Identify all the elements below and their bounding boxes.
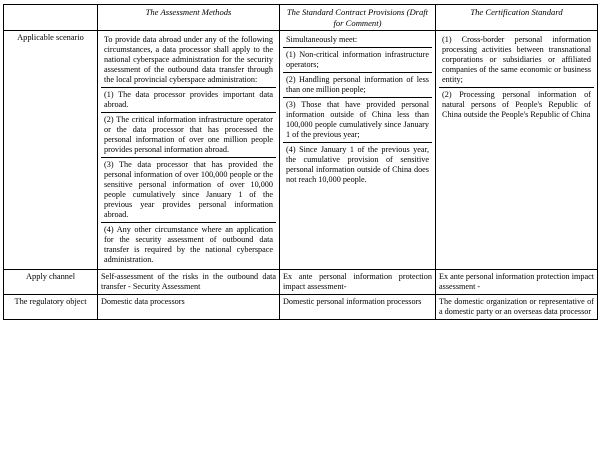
- row-label-apply-channel: Apply channel: [4, 270, 98, 295]
- row-label-applicable-scenario: Applicable scenario: [4, 31, 98, 270]
- cell-certification-applicable-scenario: [436, 31, 598, 270]
- cell-assessment-regulatory-object: Domestic data processors: [98, 295, 280, 320]
- contract-item-1: (1) Non-critical information infrastructure operators;: [283, 47, 432, 72]
- assessment-intro: To provide data abroad under any of the following circumstances, a data processor shall apply to the national cyberspace administration for the security assessment of the outbound data transfer through the local provincial cyberspace administration:: [104, 35, 273, 85]
- header-assessment-methods: The Assessment Methods: [98, 5, 280, 31]
- contract-item-2: (2) Handling personal information of less than one million people;: [283, 72, 432, 97]
- contract-item-4: (4) Since January 1 of the previous year, the cumulative provision of sensitive personal information outside of China does not reach 10,000 people.: [283, 142, 432, 187]
- certification-item-1: (1) Cross-border personal information processing activities between transnational corporations or subsidiaries or affiliated companies of the same economic or business entity;: [442, 35, 591, 85]
- cell-certification-apply-channel: Ex ante personal information protection impact assessment -: [436, 270, 598, 295]
- cell-standard-contract-regulatory-object: Domestic personal information processors: [280, 295, 436, 320]
- assessment-item-4: (4) Any other circumstance where an application for the security assessment of outbound data transfer is required by the national cyberspace administration.: [101, 222, 276, 267]
- certification-item-2: (2) Processing personal information of natural persons of People's Republic of China outside the People's Republic of China: [439, 87, 594, 122]
- assessment-item-2: (2) The critical information infrastructure operator or the data processor that has processed the personal information of over one million people provides personal information abroad.: [101, 112, 276, 157]
- header-standard-contract-provisions: The Standard Contract Provisions (Draft for Comment): [280, 5, 436, 31]
- header-corner-cell: [4, 5, 98, 31]
- contract-intro: Simultaneously meet:: [286, 35, 358, 45]
- cell-assessment-applicable-scenario: [98, 31, 280, 270]
- assessment-item-3: (3) The data processor that has provided the personal information of over 100,000 people or the sensitive personal information of over 10,000 people cumulatively since January 1 of the previous year provides personal information abroad.: [101, 157, 276, 222]
- cell-assessment-apply-channel: Self-assessment of the risks in the outbound data transfer - Security Assessment: [98, 270, 280, 295]
- table-row: [4, 31, 598, 270]
- cell-certification-regulatory-object: The domestic organization or representative of a domestic party or an overseas data processor: [436, 295, 598, 320]
- row-label-regulatory-object: The regulatory object: [4, 295, 98, 320]
- assessment-item-1: (1) The data processor provides important data abroad.: [101, 87, 276, 112]
- header-certification-standard: The Certification Standard: [436, 5, 598, 31]
- table-row: [4, 270, 598, 295]
- contract-item-3: (3) Those that have provided personal information outside of China less than 100,000 people cumulatively since January 1 of the previous year;: [283, 97, 432, 142]
- comparison-table: [3, 4, 598, 320]
- table-row: [4, 295, 598, 320]
- cell-standard-contract-applicable-scenario: [280, 31, 436, 270]
- cell-standard-contract-apply-channel: Ex ante personal information protection impact assessment-: [280, 270, 436, 295]
- table-header-row: [4, 5, 598, 31]
